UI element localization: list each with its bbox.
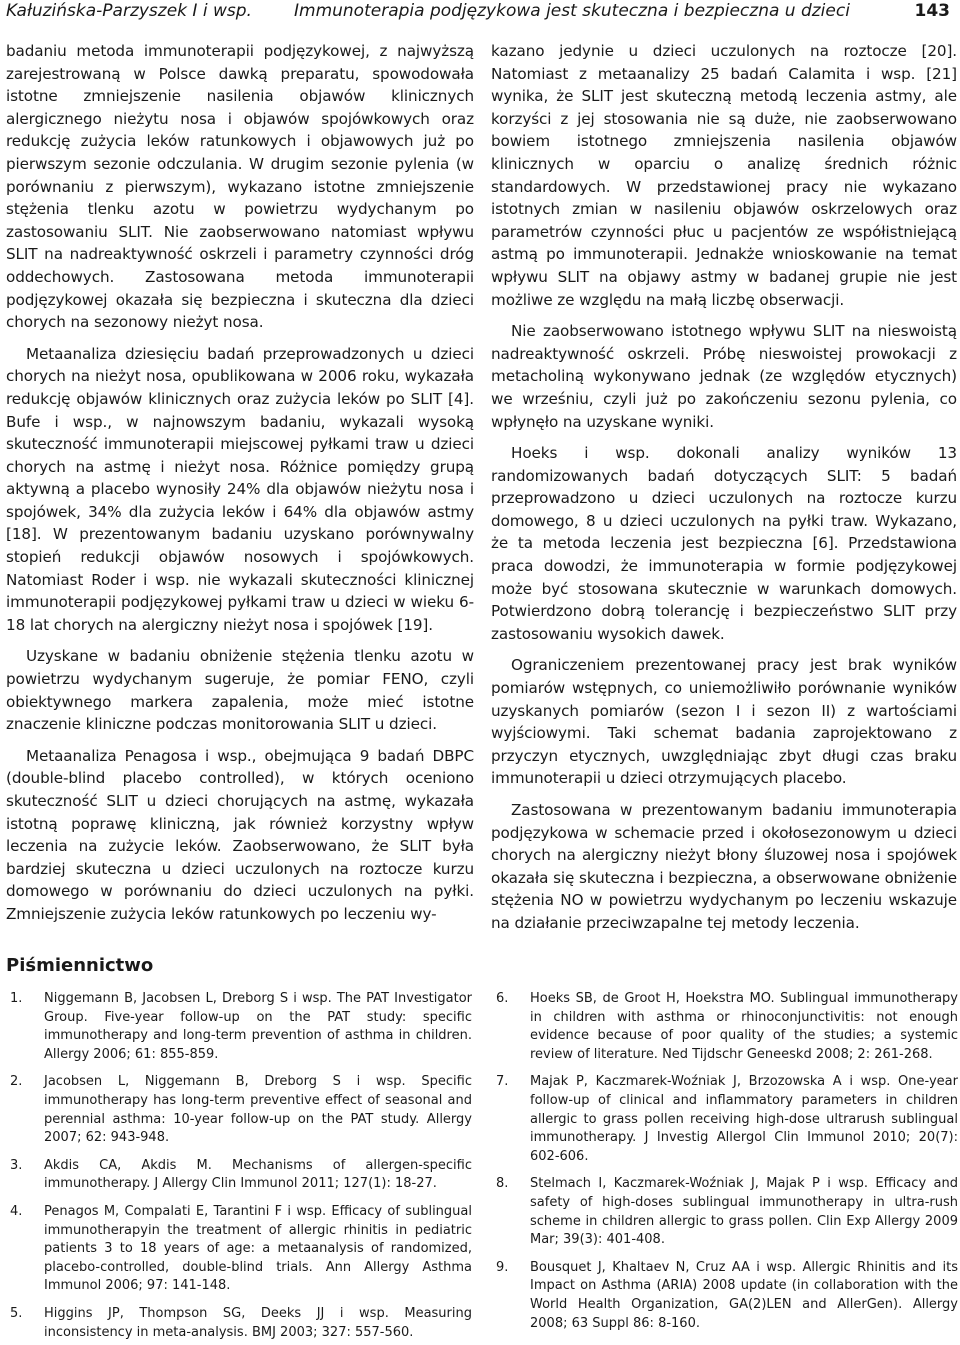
reference-number: 1. — [10, 991, 23, 1006]
paragraph: Uzyskane w badaniu obniżenie stężenia tlenku azotu w powietrzu wydychanym sugeruje, że pomiar FENO, czyli obiektywnego markera zapalenia, może mieć istotne znaczenie kliniczne podczas monitorowania SLIT u dzieci. — [6, 647, 474, 734]
reference-text: Niggemann B, Jacobsen L, Dreborg S i wsp. The PAT Investigator Group. Five-year follow-up on the PAT study: specific immunotherapy and long-term prevention of asthma in children. Allergy 2006; 61: 855-859. — [44, 991, 472, 1062]
references-heading: Piśmiennictwo — [6, 955, 154, 976]
reference-item — [496, 1259, 958, 1333]
paragraph: badaniu metoda immunoterapii podjęzykowej, z najwyższą zarejestrowaną w Polsce dawką preparatu, spowodowała istotne zmniejszenie nasilenia objawów klinicznych alergicznego nieżytu nosa i objawów spojówkowych oraz redukcję zużycia leków ratunkowych i objawowych już po pierwszym sezonie odczulania. W drugim sezonie pylenia (w porównaniu z pierwszym), wykazano istotne zmniejszenie stężenia tlenku azotu w powietrzu wydychanym po zastosowaniu SLIT. Nie zaobserwowano natomiast wpływu SLIT na nadreaktywność oskrzeli i parametry czynności dróg oddechowych. Zastosowana metoda immunoterapii podjęzykowej okazała się bezpieczna i skuteczna dla dzieci chorych na sezonowy nieżyt nosa. — [6, 42, 474, 332]
paragraph: Hoeks i wsp. dokonali analizy wyników 13 randomizowanych badań dotyczących SLIT: 5 badań przeprowadzono u dzieci uczulonych na roztocze kurzu domowego, 8 u dzieci uczulonych na pyłki traw. Wykazano, że ta metoda leczenia jest bezpieczna [6]. Przedstawiona praca dowodzi, że immunoterapia w formie podjęzykowej może być stosowana skutecznie w warunkach domowych. Potwierdzono dobrą tolerancję i bezpieczeństwo SLIT przy zastosowaniu wysokich dawek. — [491, 444, 957, 643]
reference-number: 9. — [496, 1259, 509, 1275]
reference-item — [10, 1157, 472, 1194]
right-text-column — [491, 40, 957, 944]
reference-item — [496, 990, 958, 1064]
references-list-left — [10, 990, 472, 1345]
paragraph: Nie zaobserwowano istotnego wpływu SLIT na nieswoistą nadreaktywność oskrzeli. Próbę nieswoistej prowokacji z metacholiną wykonywano jednak (ze względów etycznych) we wrześniu, czyli już po zakończeniu sezonu pylenia, co wpłynęło na uzyskane wyniki. — [491, 322, 957, 431]
page-number: 143 — [914, 1, 950, 21]
reference-item — [10, 990, 472, 1064]
reference-text: Jacobsen L, Niggemann B, Dreborg S i wsp. Specific immunotherapy has long-term preventive effect of seasonal and perennial asthma: 10-year follow-up on the PAT study. Allergy 2007; 62: 943-948. — [44, 1074, 472, 1146]
reference-text: Bousquet J, Khaltaev N, Cruz AA i wsp. Allergic Rhinitis and its Impact on Asthma (ARIA) 2008 update (in collaboration with the World Health Organization, GA(2)LEN and AllerGen). Allergy 2008; 63 Suppl 86: 8-160. — [530, 1259, 958, 1331]
paragraph: kazano jedynie u dzieci uczulonych na roztocze [20]. Natomiast z metaanalizy 25 badań Calamita i wsp. [21] wynika, że SLIT jest skuteczną metodą leczenia astmy, ale korzyści z jej stosowania nie są duże, nie zaobserwowano bowiem istotnego zmniejszenia nasilenia objawów klinicznych w oparciu o analizę średnich różnic standardowych. W przedstawionej pracy nie wykazano istotnych zmian w nasileniu objawów oskrzelowych oraz parametrów czynności płuc u pacjentów ze współistniejącą astmą po immunoterapii. Jednakże wnioskowanie na temat wpływu SLIT na objawy astmy w badanej grupie nie jest możliwe ze względu na małą liczbę obserwacji. — [491, 42, 957, 309]
paragraph: Ograniczeniem prezentowanej pracy jest brak wyników pomiarów wstępnych, co uniemożliwiło porównanie wyników uzyskanych pomiarów (sezon I i sezon II) z wartościami wyjściowymi. Taki schemat badania zaprojektowano z przyczyn etycznych, uwzględniając zbyt długi czas braku immunoterapii u dzieci otrzymujących placebo. — [491, 656, 957, 788]
references-list-right — [496, 990, 958, 1342]
reference-number: 6. — [496, 991, 509, 1006]
reference-text: Akdis CA, Akdis M. Mechanisms of allergen-specific immunotherapy. J Allergy Clin Immunol 2011; 127(1): 18-27. — [44, 1157, 472, 1192]
running-head-authors: Kałuzińska-Parzyszek I i wsp. — [6, 1, 252, 21]
reference-number: 8. — [496, 1176, 509, 1192]
reference-item — [10, 1073, 472, 1147]
reference-text: Stelmach I, Kaczmarek-Woźniak J, Majak P i wsp. Efficacy and safety of high-doses sublingual immunotherapy in ultra-rush scheme in children allergic to grass pollen. Clin Exp Allergy 2009 Mar; 39(3): 401-408. — [530, 1176, 958, 1248]
paragraph: Metaanaliza Penagosa i wsp., obejmująca 9 badań DBPC (double-blind placebo controlled), w których oceniono skuteczność SLIT u dzieci chorujących na astmę, wykazała istotną poprawę kliniczną, jak również korzystny wpływ leczenia na zużycie leków. Zaobserwowano, że SLIT była bardziej skuteczna u dzieci uczulonych na roztocze kurzu domowego w porównaniu do dzieci uczulonych na pyłki. Zmniejszenie zużycia leków ratunkowych po leczeniu wy- — [6, 746, 474, 923]
reference-number: 7. — [496, 1074, 509, 1090]
reference-number: 5. — [10, 1305, 23, 1321]
paragraph: Zastosowana w prezentowanym badaniu immunoterapia podjęzykowa w schemacie przed i okołosezonowym u dzieci chorych na alergiczny nieżyt błony śluzowej nosa i spojówek okazała się skuteczna i bezpieczna, a obserwowane obniżenie stężenia NO w powietrzu wydychanym po leczeniu wskazuje na działanie przeciwzapalne tej metody leczenia. — [491, 801, 957, 932]
page-header — [6, 0, 956, 24]
running-head-title: Immunoterapia podjęzykowa jest skuteczna i bezpieczna u dzieci — [294, 1, 850, 21]
reference-number: 4. — [10, 1203, 23, 1219]
reference-item — [10, 1305, 472, 1342]
reference-text: Hoeks SB, de Groot H, Hoekstra MO. Sublingual immunotherapy in children with asthma or rhinoconjunctivitis: not enough evidence because of poor quality of the studies; a systemic review of literature. Ned Tijdschr Geneeskd 2008; 2: 261-268. — [530, 991, 958, 1062]
reference-item — [496, 1073, 958, 1166]
reference-item — [496, 1175, 958, 1249]
paragraph: Metaanaliza dziesięciu badań przeprowadzonych u dzieci chorych na nieżyt nosa, opublikowana w 2006 roku, wykazała redukcję objawów klinicznych oraz zużycia leków po SLIT [4]. Bufe i wsp., w najnowszym badaniu, wykazali wysoką skuteczność immunoterapii miejscowej pyłkami traw u dzieci chorych na astmę i nieżyt nosa. Różnice pomiędzy grupą aktywną a placebo wynosiły 24% dla objawów nieżytu nosa i spojówek, 34% dla zużycia leków i 64% dla objawów astmy [18]. W prezentowanym badaniu uzyskano porównywalny stopień redukcji objawów nosowych i spojówkowych. Natomiast Roder i wsp. nie wykazali skuteczności klinicznej immunoterapii podjęzykowej pyłkami traw u dzieci w wieku 6-18 lat chorych na alergiczny nieżyt nosa i spojówek [19]. — [6, 344, 474, 634]
reference-number: 3. — [10, 1157, 23, 1173]
left-text-column — [6, 40, 474, 935]
reference-text: Penagos M, Compalati E, Tarantini F i wsp. Efficacy of sublingual immunotherapyin the treatment of allergic rhinitis in pediatric patients 3 to 18 years of age: a metaanalysis of randomized, placebo-controlled, double-blind trials. Ann Allergy Asthma Immunol 2006; 97: 141-148. — [44, 1203, 472, 1294]
reference-item — [10, 1203, 472, 1296]
reference-text: Majak P, Kaczmarek-Woźniak J, Brzozowska A i wsp. One-year follow-up of clinical and inflammatory parameters in children allergic to grass pollen receiving high-dose ultrarush sublingual immunotherapy. J Investig Allergol Clin Immunol 2010; 20(7): 602-606. — [530, 1074, 958, 1164]
reference-number: 2. — [10, 1074, 23, 1090]
reference-text: Higgins JP, Thompson SG, Deeks JJ i wsp. Measuring inconsistency in meta-analysis. BMJ 2003; 327: 557-560. — [44, 1305, 472, 1340]
